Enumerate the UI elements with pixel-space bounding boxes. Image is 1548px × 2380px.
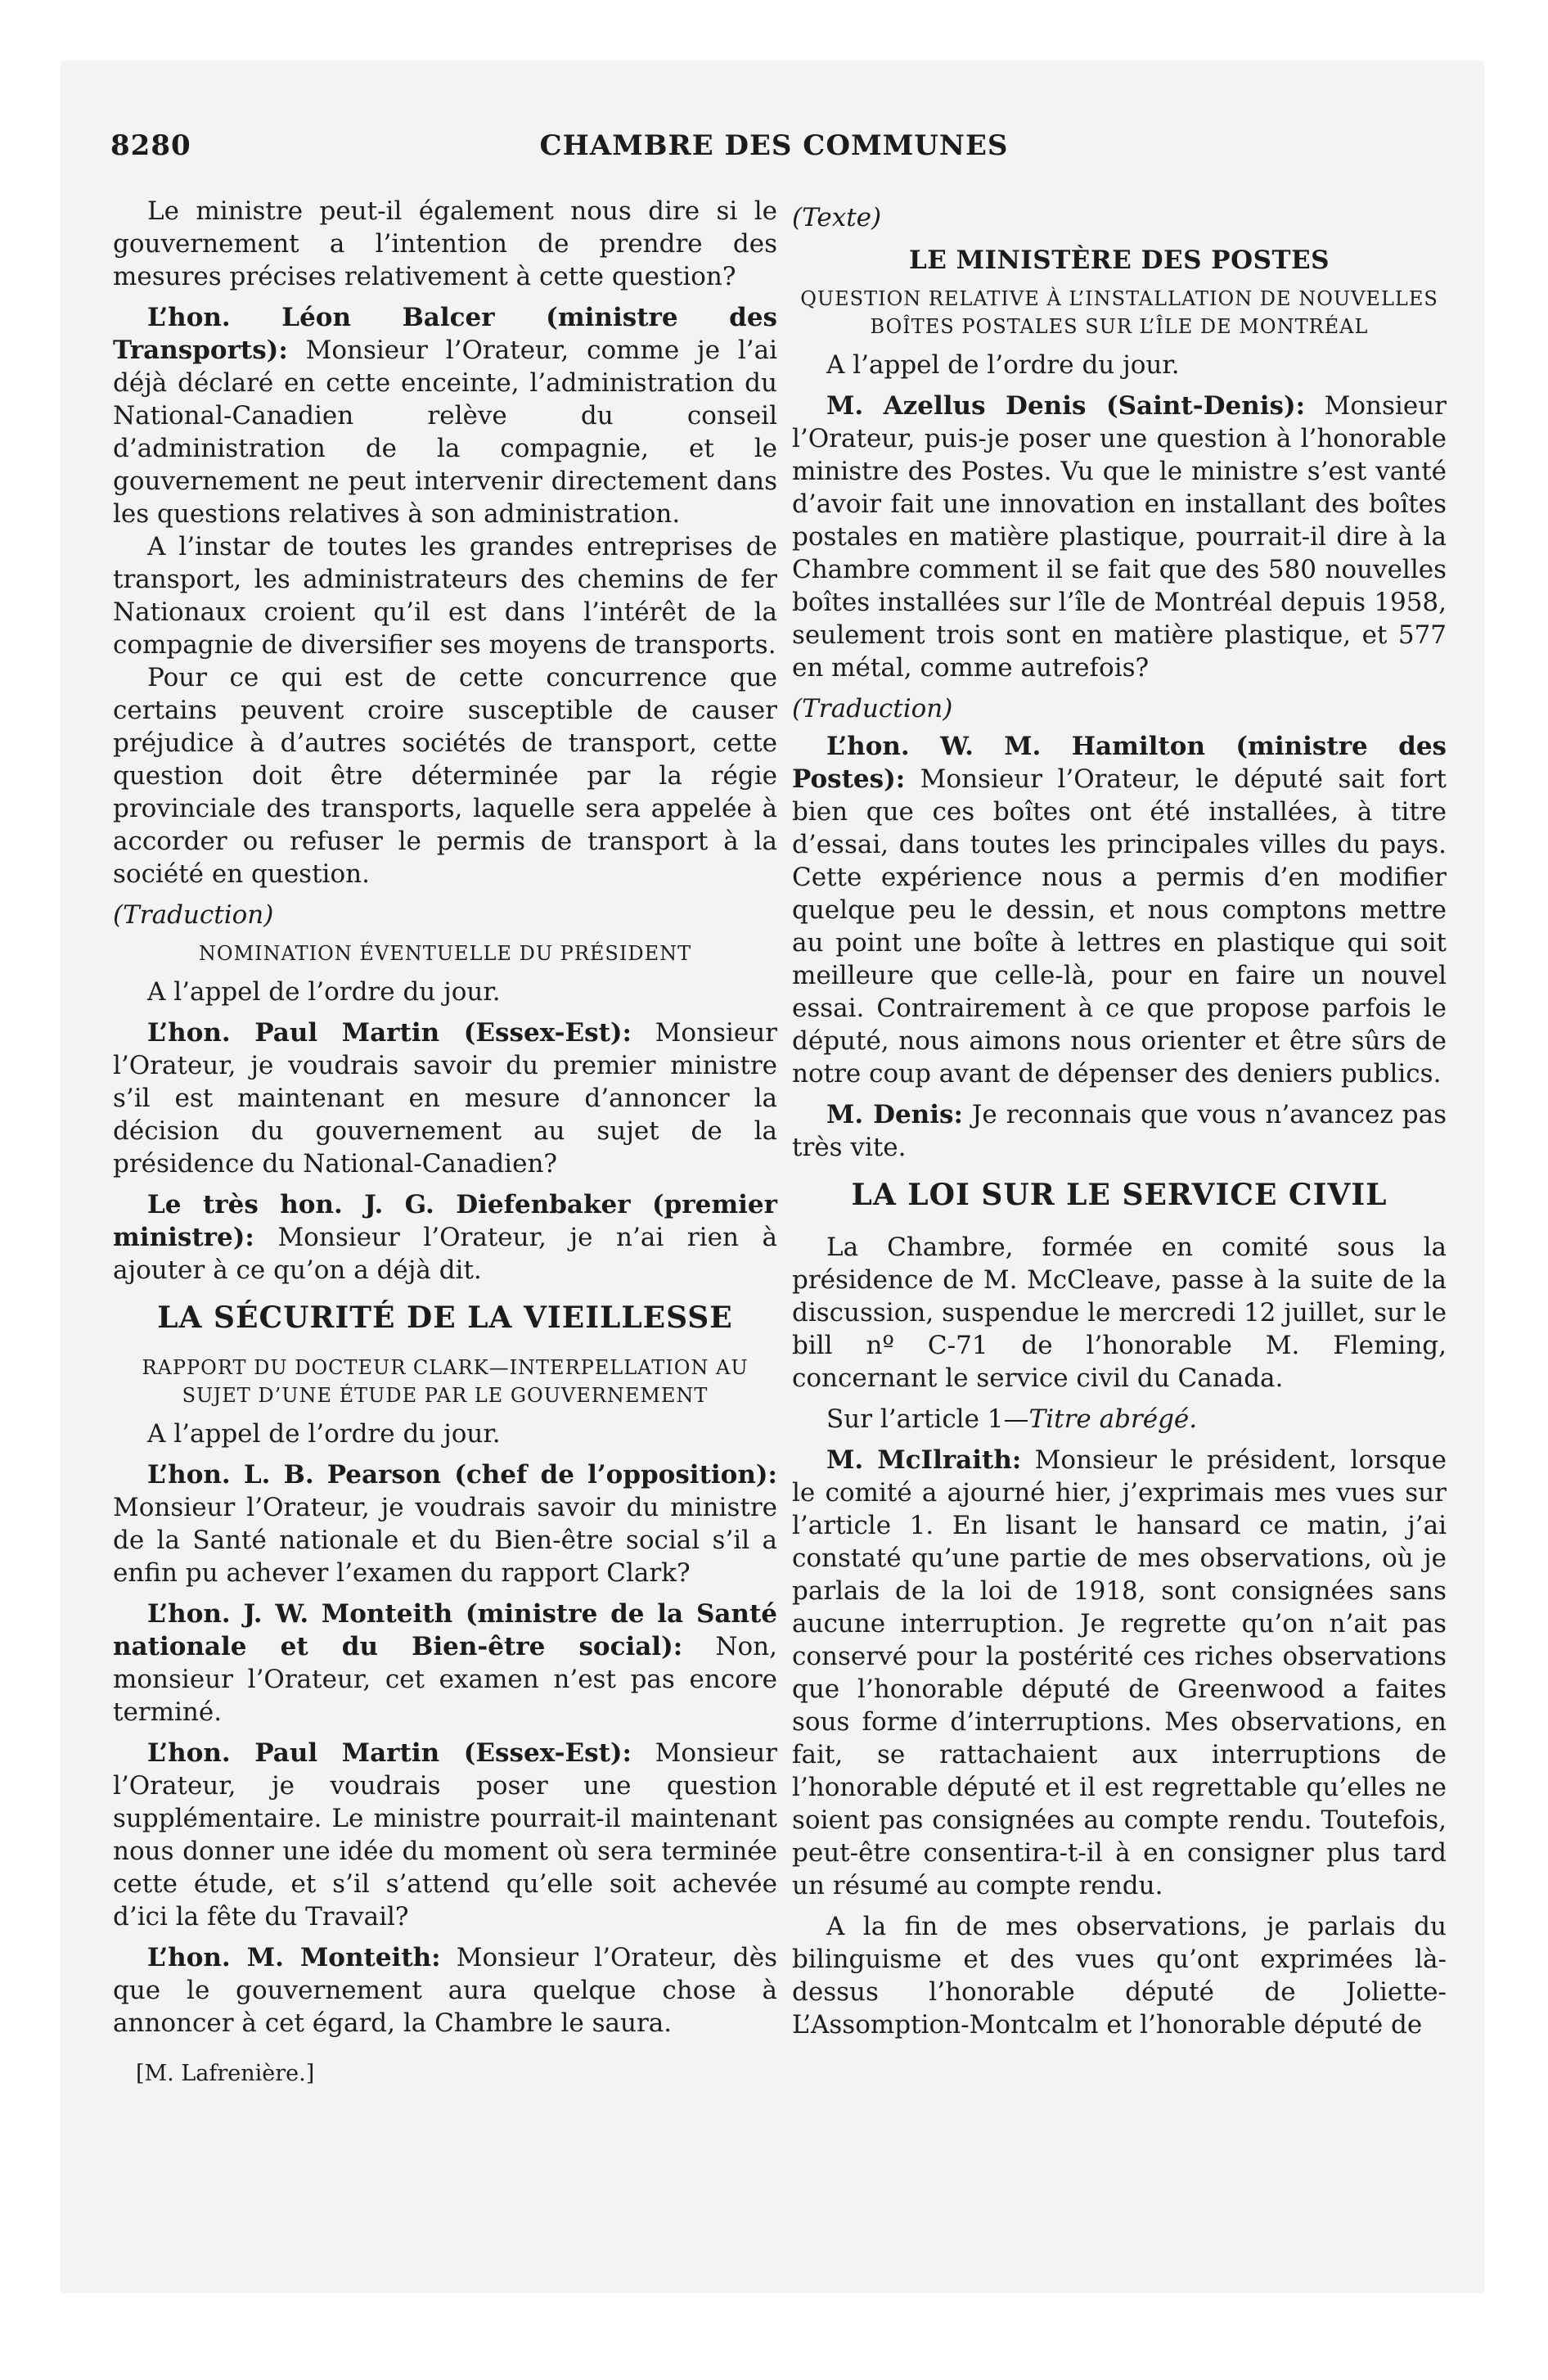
speaker-name: L’hon. Paul Martin (Essex-Est):: [147, 1018, 632, 1048]
paragraph: [792, 1403, 1447, 1436]
speech-text: Monsieur l’Orateur, le député sait fort bien que ces boîtes ont été installées, à titre d’essai, dans toutes les principales villes du pays. Cette expérience nous a permis d’en modifier quelque peu le dessin, et nous comptons mettre au point une boîte à lettres en plastique qui soit meilleure que celle-là, pour en faire un nouvel essai. Contrairement à ce que propose parfois le député, nous aimons nous orienter et être sûrs de notre coup avant de dépenser des deniers publics.: [792, 764, 1447, 1089]
paragraph: Pour ce qui est de cette concurrence que certains peuvent croire susceptible de causer préjudice à d’autres sociétés de transport, cette question doit être déterminée par la régie provinciale des transports, laquelle sera appelée à accorder ou refuser le permis de transport à la société en question.: [113, 663, 777, 889]
translation-label: (Traduction): [792, 694, 953, 723]
speech-text: Monsieur l’Orateur, puis-je poser une question à l’honorable ministre des Postes. Vu que le ministre s’est vanté d’avoir fait une innovation en installant des boîtes postales en matière plastique, pourrait-il dire à la Chambre comment il se fait que des 580 nouvelles boîtes installées sur l’île de Montréal depuis 1958, seulement trois sont en matière plastique, et 577 en métal, comme autrefois?: [792, 391, 1447, 683]
speaker-name: Le très hon. J. G. Diefenbaker (premier ministre):: [113, 1190, 777, 1252]
speech-text: Je reconnais que vous n’avancez pas très vite.: [792, 1100, 1447, 1162]
text-label: (Texte): [792, 203, 882, 232]
speech: [113, 1016, 777, 1180]
speaker-name: M. McIlraith:: [826, 1445, 1022, 1475]
speech: [113, 1188, 777, 1287]
paragraph: A l’appel de l’ordre du jour.: [147, 977, 501, 1007]
translation-label: (Traduction): [113, 900, 274, 930]
speech: [113, 301, 777, 530]
speaker-name: L’hon. L. B. Pearson (chef de l’opposition):: [147, 1460, 777, 1490]
speech-text: Monsieur l’Orateur, je voudrais savoir du ministre de la Santé nationale et du Bien-être social s’il a enfin pu achever l’examen du rapport Clark?: [113, 1493, 777, 1588]
footnote-speaker-reference: [M. Lafrenière.]: [136, 2061, 315, 2086]
speech: [792, 390, 1447, 684]
speech-text: Non, monsieur l’Orateur, cet examen n’est pas encore terminé.: [113, 1632, 777, 1727]
speaker-name: L’hon. W. M. Hamilton (ministre des Postes):: [792, 732, 1447, 794]
speaker-name: L’hon. M. Monteith:: [147, 1943, 441, 1972]
subheading-boites: QUESTION RELATIVE À L’INSTALLATION DE NOUVELLES BOÎTES POSTALES SUR L’ÎLE DE MONTRÉAL: [800, 287, 1438, 338]
section-heading-postes: LE MINISTÈRE DES POSTES: [908, 246, 1330, 275]
article-prefix: Sur l’article 1—: [826, 1404, 1029, 1434]
speech: [792, 1444, 1447, 1902]
subheading-rapport: RAPPORT DU DOCTEUR CLARK—INTERPELLATION AU SUJET D’UNE ÉTUDE PAR LE GOUVERNEMENT: [142, 1356, 749, 1407]
subheading-nomination: NOMINATION ÉVENTUELLE DU PRÉSIDENT: [198, 942, 692, 965]
paragraph: A l’appel de l’ordre du jour.: [826, 350, 1180, 380]
speech-text: Monsieur l’Orateur, dès que le gouvernement aura quelque chose à annoncer à cet égard, la Chambre le saura.: [113, 1943, 777, 2038]
paragraph: A l’instar de toutes les grandes entreprises de transport, les administrateurs des chemins de fer Nationaux croient qu’il est dans l’intérêt de la compagnie de diversifier ses moyens de transports.: [113, 532, 777, 660]
speech-text: Monsieur l’Orateur, comme je l’ai déjà déclaré en cette enceinte, l’administration du National-Canadien relève du conseil d’administration de la compagnie, et le gouvernement ne peut intervenir directement dans les questions relatives à son administration.: [113, 336, 777, 529]
section-heading-securite: LA SÉCURITÉ DE LA VIEILLESSE: [157, 1300, 733, 1335]
speech: [113, 1737, 777, 1933]
article-title: Titre abrégé.: [1028, 1404, 1198, 1434]
section-heading-loi: LA LOI SUR LE SERVICE CIVIL: [851, 1178, 1388, 1212]
left-column: [113, 195, 777, 2090]
speaker-name: L’hon. Paul Martin (Essex-Est):: [147, 1738, 632, 1768]
speaker-name: L’hon. J. W. Monteith (ministre de la Santé nationale et du Bien-être social):: [113, 1599, 777, 1661]
speaker-name: M. Azellus Denis (Saint-Denis):: [826, 391, 1306, 421]
speech: [792, 730, 1447, 1090]
right-column: [792, 195, 1447, 2049]
speech-text: Monsieur l’Orateur, je n’ai rien à ajouter à ce qu’on a déjà dit.: [113, 1223, 777, 1285]
paragraph: A la fin de mes observations, je parlais du bilinguisme et des vues qu’ont exprimées là-dessus l’honorable député de Joliette-L’Assomption-Montcalm et l’honorable député de: [792, 1912, 1447, 2040]
speech: [792, 1098, 1447, 1164]
speaker-name: L’hon. Léon Balcer (ministre des Transports):: [113, 303, 777, 365]
paragraph: Le ministre peut-il également nous dire si le gouvernement a l’intention de prendre des mesures précises relativement à cette question?: [113, 196, 777, 291]
running-head: CHAMBRE DES COMMUNES: [539, 129, 1009, 162]
paragraph: A l’appel de l’ordre du jour.: [147, 1419, 501, 1449]
speech: [113, 1598, 777, 1729]
page-number: 8280: [110, 129, 191, 162]
paragraph: La Chambre, formée en comité sous la présidence de M. McCleave, passe à la suite de la discussion, suspendue le mercredi 12 juillet, sur le bill nº C-71 de l’honorable M. Fleming, concernant le service civil du Canada.: [792, 1233, 1447, 1393]
speech-text: Monsieur l’Orateur, je voudrais poser une question supplémentaire. Le ministre pourrait-il maintenant nous donner une idée du moment où sera terminée cette étude, et s’il s’attend qu’elle soit achevée d’ici la fête du Travail?: [113, 1738, 777, 1931]
speech-text: Monsieur le président, lorsque le comité a ajourné hier, j’exprimais mes vues sur l’article 1. En lisant le hansard ce matin, j’ai constaté qu’une partie de mes observations, où je parlais de la loi de 1918, sont consignées sans aucune interruption. Je regrette qu’on n’ait pas conservé pour la postérité ces riches observations que l’honorable député de Greenwood a faites sous forme d’interruptions. Mes observations, en fait, se rattachaient aux interruptions de l’honorable député et il est regrettable qu’elles ne soient pas consignées au compte rendu. Toutefois, peut-être consentira-t-il à en consigner plus tard un résumé au compte rendu.: [792, 1445, 1447, 1900]
speech-text: Monsieur l’Orateur, je voudrais savoir du premier ministre s’il est maintenant en mesure d’annoncer la décision du gouvernement au sujet de la présidence du National-Canadien?: [113, 1018, 777, 1179]
speech: [113, 1941, 777, 2040]
speech: [113, 1458, 777, 1589]
speaker-name: M. Denis:: [826, 1100, 963, 1129]
